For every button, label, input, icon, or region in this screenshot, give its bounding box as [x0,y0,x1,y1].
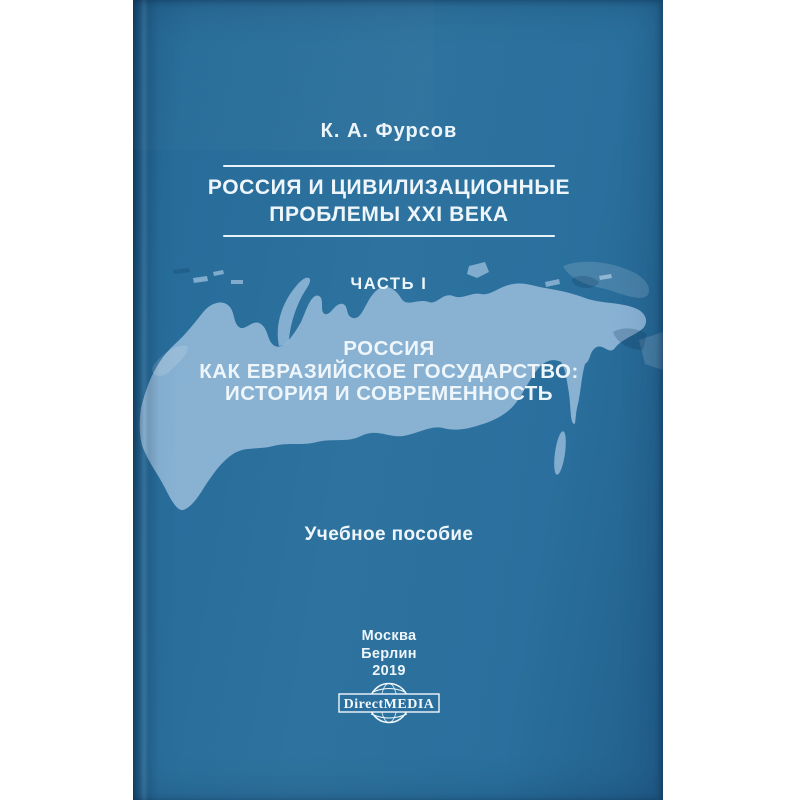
author-name: К. А. Фурсов [320,120,458,142]
publisher-logo [324,681,454,729]
part-label: ЧАСТЬ I [350,275,428,293]
subtitle-line3: ИСТОРИЯ И СОВРЕМЕННОСТЬ [225,382,553,405]
cover-print-layer [133,0,645,800]
book-title-line2: ПРОБЛЕМЫ XXI ВЕКА [269,203,509,226]
title-divider-top [223,165,555,167]
book-front-cover [133,0,663,800]
imprint-year: 2019 [372,663,406,679]
title-divider-bottom [223,235,555,237]
book-title-line1: РОССИЯ И ЦИВИЛИЗАЦИОННЫЕ [207,176,571,199]
subtitle-line1: РОССИЯ [343,337,435,360]
publisher-logo-text: DirectMEDIA [343,697,435,712]
imprint-city-berlin: Берлин [361,645,417,662]
subtitle-line2: КАК ЕВРАЗИЙСКОЕ ГОСУДАРСТВО: [199,360,579,383]
imprint-city-moscow: Москва [361,628,417,644]
imprint-block [133,628,645,681]
edition-type: Учебное пособие [304,524,474,545]
